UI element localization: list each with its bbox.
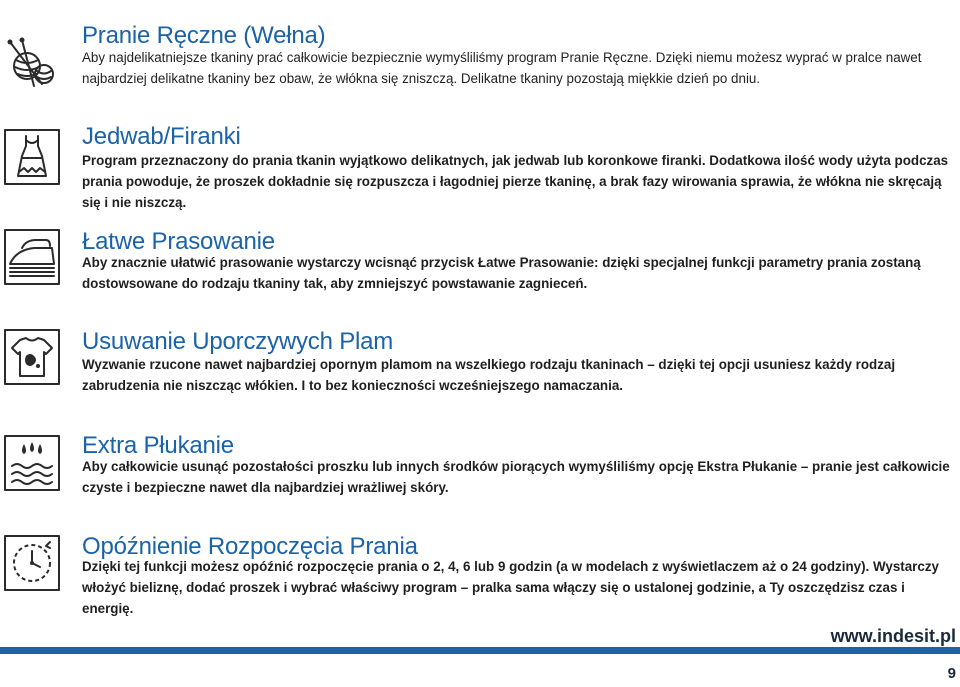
section-body: Program przeznaczony do prania tkanin wyjątkowo delikatnych, jak jedwab lub koronkowe firanki. Dodatkowa ilość wody użyta podczas prania powoduje, że proszek dokładnie się rozpuszcza i łagodniej pierze tkaninę, a brak fazy wirowania sprawia, że włókna nie skręcają się i nie niszczą. <box>82 153 949 210</box>
yarn-needles-icon <box>2 36 62 94</box>
section-title: Pranie Ręczne (Wełna) <box>82 22 326 49</box>
section-title: Usuwanie Uporczywych Plam <box>82 328 394 355</box>
delay-clock-icon <box>2 534 62 592</box>
footer-bar <box>0 647 960 654</box>
section-title: Jedwab/Firanki <box>82 123 241 150</box>
website-link[interactable]: www.indesit.pl <box>830 626 956 646</box>
iron-icon <box>2 228 62 286</box>
section-title: Łatwe Prasowanie <box>82 228 275 255</box>
section-body: Aby najdelikatniejsze tkaniny prać całkowicie bezpiecznie wymyśliliśmy program Pranie Ręczne. Dzięki niemu możesz wyprać w pralce nawet najbardziej delikatne tkaniny bez obaw, że włókna się zniszczą. Delikatne tkaniny pozostają miękkie dzień po dniu. <box>82 50 922 86</box>
rinse-water-icon <box>2 434 62 492</box>
stained-shirt-icon <box>2 328 62 386</box>
section-body: Dzięki tej funkcji możesz opóźnić rozpoczęcie prania o 2, 4, 6 lub 9 godzin (a w modelach z wyświetlaczem aż o 24 godziny). Wystarczy włożyć bieliznę, dodać proszek i wybrać właściwy program – pralka sama włączy się o ustalonej godzinie, a Ty oszczędzisz czas i energię. <box>82 559 939 616</box>
section-body: Aby całkowicie usunąć pozostałości proszku lub innych środków piorących wymyśliliśmy opcję Ekstra Płukanie – pranie jest całkowicie czyste i bezpieczne nawet dla najbardziej wrażliwej skóry. <box>82 459 950 495</box>
section-title: Opóźnienie Rozpoczęcia Prania <box>82 533 418 560</box>
section-title: Extra Płukanie <box>82 432 234 459</box>
page-number: 9 <box>947 665 956 682</box>
section-body: Aby znacznie ułatwić prasowanie wystarczy wcisnąć przycisk Łatwe Prasowanie: dzięki specjalnej funkcji parametry prania zostaną dostowsowane do rodzaju tkaniny tak, aby zmniejszyć powstawanie zagnieceń. <box>82 255 921 291</box>
section-body: Wyzwanie rzucone nawet najbardziej opornym plamom na wszelkiego rodzaju tkaninach – dzięki tej opcji usuniesz każdy rodzaj zabrudzenia nie niszcząc włókien. I to bez konieczności wcześniejszego namaczania. <box>82 357 896 393</box>
silk-dress-icon <box>2 128 62 186</box>
